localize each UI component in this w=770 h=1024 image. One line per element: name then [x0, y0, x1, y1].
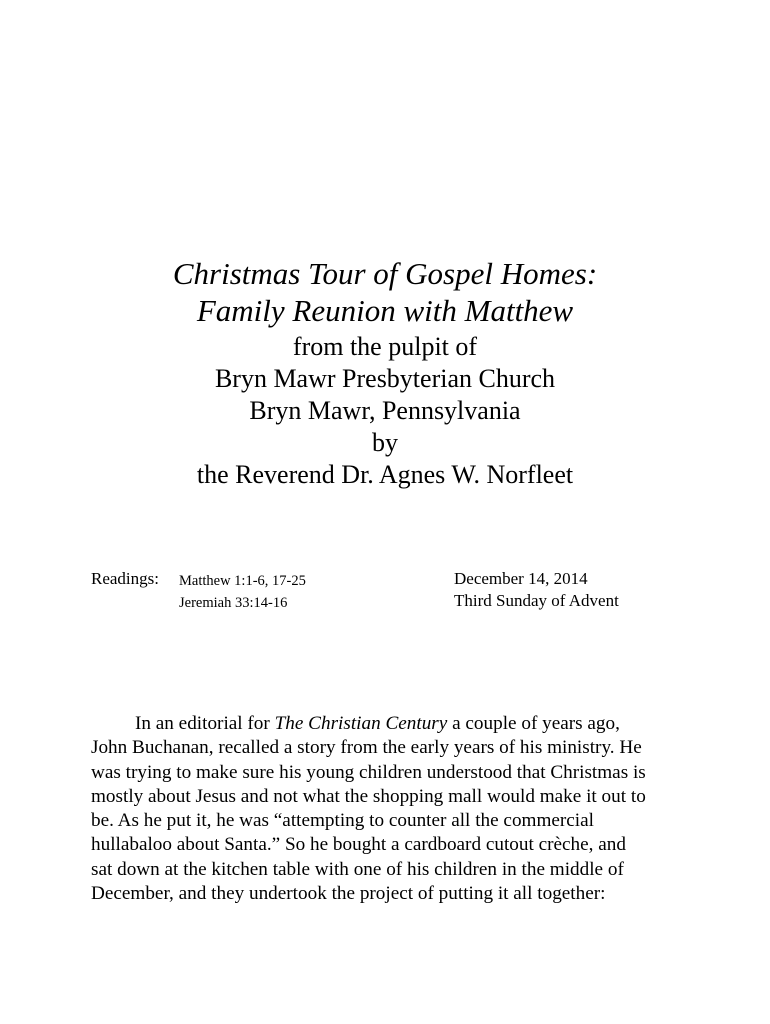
- subtitle-author: the Reverend Dr. Agnes W. Norfleet: [196, 460, 574, 489]
- body-paragraph-line: hullabaloo about Santa.” So he bought a cardboard cutout crèche, and: [91, 834, 626, 856]
- subtitle-by: by: [372, 428, 398, 457]
- reading-item: Jeremiah 33:14-16: [179, 595, 288, 611]
- readings-label: Readings:: [91, 569, 159, 588]
- body-paragraph-line: John Buchanan, recalled a story from the early years of his ministry. He: [91, 737, 642, 759]
- body-paragraph-line: was trying to make sure his young children understood that Christmas is: [91, 761, 646, 783]
- reading-item: Matthew 1:1-6, 17-25: [179, 573, 306, 589]
- sermon-body: [91, 712, 681, 906]
- sermon-date: December 14, 2014: [454, 569, 588, 588]
- subtitle-church-name: Bryn Mawr Presbyterian Church: [214, 364, 556, 393]
- readings-list: [179, 570, 306, 614]
- body-paragraph-line: December, and they undertook the project of putting it all together:: [91, 883, 606, 905]
- sermon-date-block: [454, 568, 619, 612]
- body-paragraph-line: sat down at the kitchen table with one of his children in the middle of: [91, 858, 624, 880]
- sermon-title-line-2: Family Reunion with Matthew: [196, 293, 574, 328]
- subtitle-from-pulpit: from the pulpit of: [292, 332, 478, 361]
- title-block: [0, 255, 770, 491]
- sermon-title-line-1: Christmas Tour of Gospel Homes:: [172, 256, 598, 291]
- body-text-segment: a couple of years ago,: [447, 713, 620, 734]
- subtitle-location: Bryn Mawr, Pennsylvania: [249, 396, 521, 425]
- body-paragraph-line: mostly about Jesus and not what the shopping mall would make it out to: [91, 785, 646, 807]
- sermon-occasion: Third Sunday of Advent: [454, 591, 619, 610]
- body-paragraph-line: [91, 712, 681, 736]
- publication-title: The Christian Century: [274, 713, 448, 734]
- body-paragraph-line: be. As he put it, he was “attempting to counter all the commercial: [91, 810, 594, 832]
- readings-section: [91, 568, 691, 618]
- body-text-segment: In an editorial for: [135, 713, 275, 734]
